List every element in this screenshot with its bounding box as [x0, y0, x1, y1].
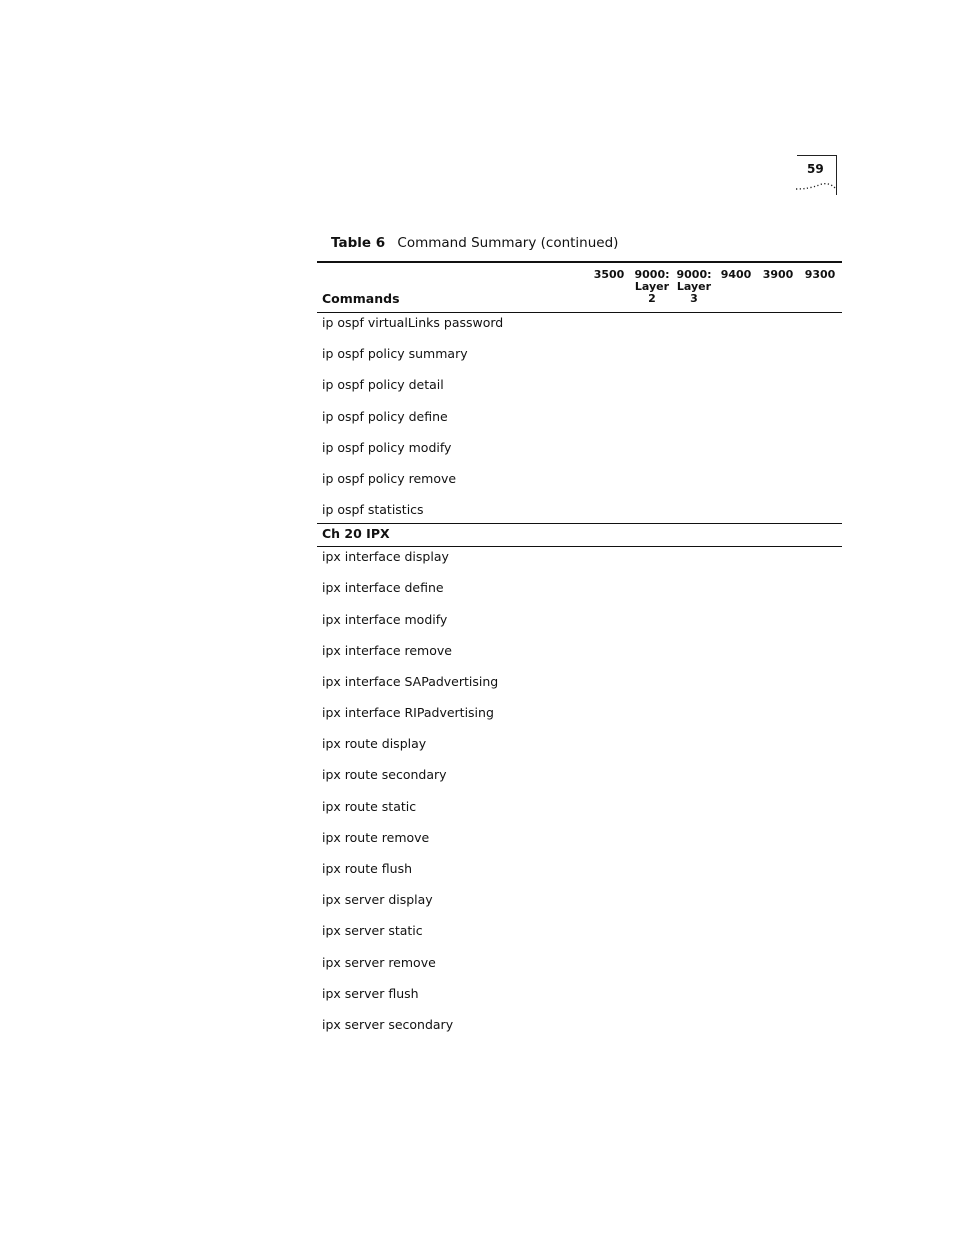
caption-text: Command Summary (continued)	[397, 235, 619, 251]
table-row: ipx interface define	[322, 580, 444, 596]
table-row: ipx server remove	[322, 954, 436, 970]
caption-label: Table 6	[331, 235, 386, 251]
page-number-box	[797, 155, 837, 195]
table-row: ipx interface display	[322, 549, 449, 565]
table-row: ip ospf policy detail	[322, 377, 444, 393]
table-row: ipx route display	[322, 736, 427, 752]
column-header-9000-layer-3: 9000: Layer 3	[676, 268, 712, 305]
table-row: ipx interface remove	[322, 642, 452, 658]
table-row: ipx route flush	[322, 861, 413, 876]
ospf-command-group	[317, 313, 842, 523]
column-header-3500: 3500	[593, 268, 625, 281]
page-number: 59	[807, 162, 824, 176]
command-summary-table	[317, 261, 842, 1047]
column-header-9000-layer-2: 9000: Layer 2	[634, 268, 670, 305]
section-title-ipx: Ch 20 IPX	[322, 526, 390, 542]
commands-column-header: Commands	[322, 291, 400, 306]
table-row: ipx server flush	[322, 985, 419, 1001]
table-row: ipx route static	[322, 798, 417, 814]
ipx-command-group	[317, 547, 842, 1047]
table-row: ipx server secondary	[322, 1016, 454, 1032]
table-row: ip ospf statistics	[322, 502, 424, 518]
table-row: ip ospf policy modify	[322, 439, 452, 455]
column-header-9400: 9400	[720, 268, 752, 281]
table-row: ip ospf policy define	[322, 408, 448, 424]
table-row: ip ospf policy summary	[322, 346, 468, 362]
table-row: ipx server display	[322, 892, 433, 908]
table-header	[317, 263, 842, 312]
table-row: ipx interface RIPadvertising	[322, 705, 494, 721]
table-row: ipx interface modify	[322, 611, 448, 627]
table-row: ipx interface SAPadvertising	[322, 673, 499, 689]
dotted-curve-decoration	[795, 180, 839, 192]
column-header-9300: 9300	[804, 268, 836, 281]
table-row: ipx route secondary	[322, 767, 447, 783]
table-row: ip ospf virtualLinks password	[322, 315, 504, 330]
table-row: ip ospf policy remove	[322, 470, 457, 486]
column-header-3900: 3900	[762, 268, 794, 281]
table-row: ipx server static	[322, 923, 423, 939]
table-row: ipx route remove	[322, 829, 430, 845]
table-caption	[331, 235, 618, 251]
